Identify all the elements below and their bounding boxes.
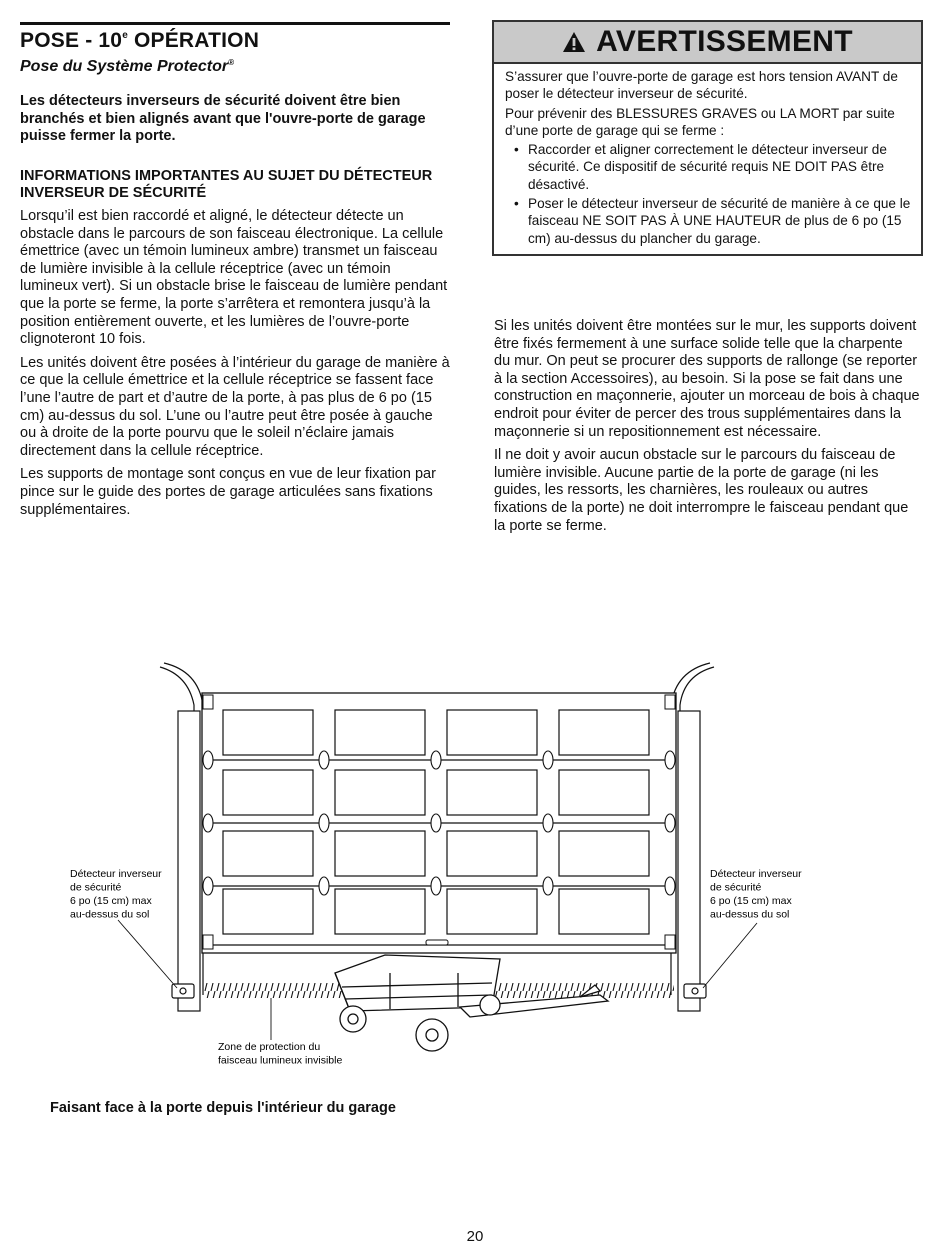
door-handle: [426, 940, 448, 945]
right-sensor-label: Détecteur inverseur de sécurité 6 po (15 cm) max au-dessus du sol: [710, 868, 802, 921]
garage-door-illustration: [60, 655, 860, 1075]
paragraph: Les supports de montage sont conçus en vue de leur fixation par pince sur le guide des portes de garage articulées sans fixations supplémentaires.: [20, 466, 436, 518]
page-title: POSE - 10e OPÉRATION: [20, 29, 260, 52]
left-label-leader: [118, 920, 177, 988]
intro-paragraph: Les détecteurs inverseurs de sécurité doivent être bien branchés et bien alignés avant que l'ouvre-porte de garage puisse fermer la porte.: [20, 93, 426, 144]
paragraph: Si les unités doivent être montées sur le mur, les supports doivent être fixés fermement à une surface solide telle que la charpente du mur. On peut se procurer des supports de rallonge (se reporter à la section Accessoires), au besoin. Si la pose se fait dans une construction en maçonnerie, ajouter un morceau de bois à chaque endroit pour éviter de percer des trous supplémentaires dans la maçonnerie si un repositionnement est nécessaire.: [494, 318, 920, 440]
right-label-leader: [703, 923, 757, 988]
paragraph: Les unités doivent être posées à l’intérieur du garage de manière à ce que la cellule émettrice et la cellule réceptrice se fassent face l’une l’autre de part et d’autre de la porte, à pas plus de 6 po (15 cm) au-dessus du sol. L’une ou l’autre peut être posée à gauche ou à droite de la porte pourvu que le soleil n’éclaire jamais directement dans la cellule réceptrice.: [20, 354, 450, 459]
warning-body: [494, 64, 921, 247]
warning-text: Pour prévenir des BLESSURES GRAVES ou LA MORT par suite d’une porte de garage qui se ferme :: [505, 105, 895, 138]
left-sensor-label: Détecteur inverseur de sécurité 6 po (15 cm) max au-dessus du sol: [70, 868, 162, 921]
warning-header: [494, 22, 921, 64]
right-door-jamb: [678, 711, 700, 1011]
warning-triangle-icon: [562, 31, 586, 53]
zone-label: Zone de protection du faisceau lumineux invisible: [218, 1041, 343, 1067]
right-safety-sensor: [684, 984, 706, 998]
paragraph: Lorsqu’il est bien raccordé et aligné, le détecteur détecte un obstacle dans le parcours de son faisceau électronique. La cellule émettrice (avec un témoin lumineux ambre) transmet un faisceau de lumière invisible à la cellule réceptrice (avec un témoin lumineux vert). Si un obstacle brise le faisceau de lumière pendant que la porte se ferme, la porte s’arrêtera et remontera jusqu’à la position entièrement ouverte, et les lumières de l’ouvre-porte clignoteront 10 fois.: [20, 208, 448, 348]
warning-title: AVERTISSEMENT: [596, 25, 853, 58]
warning-bullet: • Raccorder et aligner correctement le détecteur inverseur de sécurité. Ce dispositif de sécurité requis NE DOIT PAS être désactivé.: [518, 141, 911, 193]
right-column: [494, 318, 922, 541]
section-heading: INFORMATIONS IMPORTANTES AU SUJET DU DÉTECTEUR INVERSEUR DE SÉCURITÉ: [20, 168, 433, 201]
left-door-jamb: [178, 711, 200, 1011]
warning-bullet: • Poser le détecteur inverseur de sécurité de manière à ce que le faisceau NE SOIT PAS À UNE HAUTEUR de plus de 6 po (15 cm) au-dessus du plancher du garage.: [518, 195, 911, 247]
page-subtitle: Pose du Système Protector®: [20, 58, 234, 75]
warning-box: [492, 20, 923, 256]
page-number: 20: [466, 1228, 484, 1245]
left-column: [20, 208, 452, 525]
figure-caption: Faisant face à la porte depuis l'intérieur du garage: [50, 1100, 396, 1116]
warning-text: S’assurer que l’ouvre-porte de garage est hors tension AVANT de poser le détecteur inverseur de sécurité.: [505, 69, 898, 102]
paragraph: Il ne doit y avoir aucun obstacle sur le parcours du faisceau de lumière invisible. Aucune partie de la porte de garage (ni les guides, les ressorts, les charnières, les rouleaux ou autres fixations de la porte) ne doit interrompre le faisceau pendant que la porte se ferme.: [494, 447, 909, 534]
warning-list: [505, 141, 911, 247]
header-rule: [20, 22, 450, 25]
wagon-obstacle: [335, 955, 608, 1051]
